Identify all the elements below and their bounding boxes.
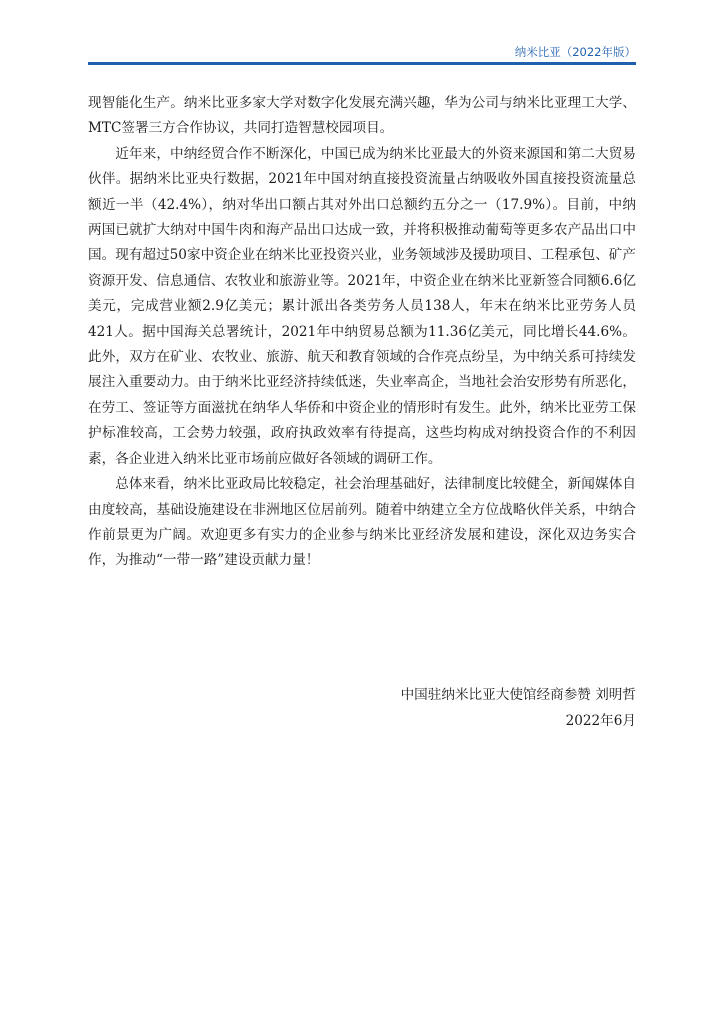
running-header-title: 纳米比亚（2022年版） bbox=[514, 45, 636, 59]
header-divider bbox=[88, 62, 636, 65]
paragraph-continued: 现智能化生产。纳米比亚多家大学对数字化发展充满兴趣，华为公司与纳米比亚理工大学、MTC签署三方合作协议，共同打造智慧校园项目。 bbox=[88, 95, 636, 137]
paragraph-trade-relations: 近年来，中纳经贸合作不断深化，中国已成为纳米比亚最大的外资来源国和第二大贸易伙伴。据纳米比亚央行数据，2021年中国对纳直接投资流量占纳吸收外国直接投资流量总额近一半（42.4%），纳对华出口额占其对外出口总额约五分之一（17.9%）。目前，中纳两国已就扩大纳对中国牛肉和海产品出口达成一致，并将积极推动葡萄等更多农产品出口中国。现有超过50家中资企业在纳米比亚投资兴业，业务领域涉及援助项目、工程承包、矿产资源开发、信息通信、农牧业和旅游业等。2021年，中资企业在纳米比亚新签合同额6.6亿美元，完成营业额2.9亿美元；累计派出各类劳务人员138人，年末在纳米比亚劳务人员421人。据中国海关总署统计，2021年中纳贸易总额为11.36亿美元，同比增长44.6%。此外，双方在矿业、农牧业、旅游、航天和教育领域的合作亮点纷呈，为中纳关系可持续发展注入重要动力。由于纳米比亚经济持续低迷，失业率高企，当地社会治安形势有所恶化，在劳工、签证等方面滋扰在纳华人华侨和中资企业的情形时有发生。此外，纳米比亚劳工保护标准较高，工会势力较强，政府执政效率有待提高，这些均构成对纳投资合作的不利因素，各企业进入纳米比亚市场前应做好各领域的调研工作。 bbox=[88, 145, 636, 467]
signature-author: 中国驻纳米比亚大使馆经商参赞 刘明哲 bbox=[400, 687, 636, 703]
signature-block bbox=[401, 682, 636, 734]
signature-date: 2022年6月 bbox=[565, 713, 636, 729]
paragraph-summary: 总体来看，纳米比亚政局比较稳定，社会治理基础好，法律制度比较健全，新闻媒体自由度较高，基础设施建设在非洲地区位居前列。随着中纳建立全方位战略伙伴关系，中纳合作前景更为广阔。欢迎更多有实力的企业参与纳米比亚经济发展和建设，深化双边务实合作，为推动“一带一路”建设贡献力量！ bbox=[88, 476, 636, 569]
document-body bbox=[88, 91, 636, 574]
